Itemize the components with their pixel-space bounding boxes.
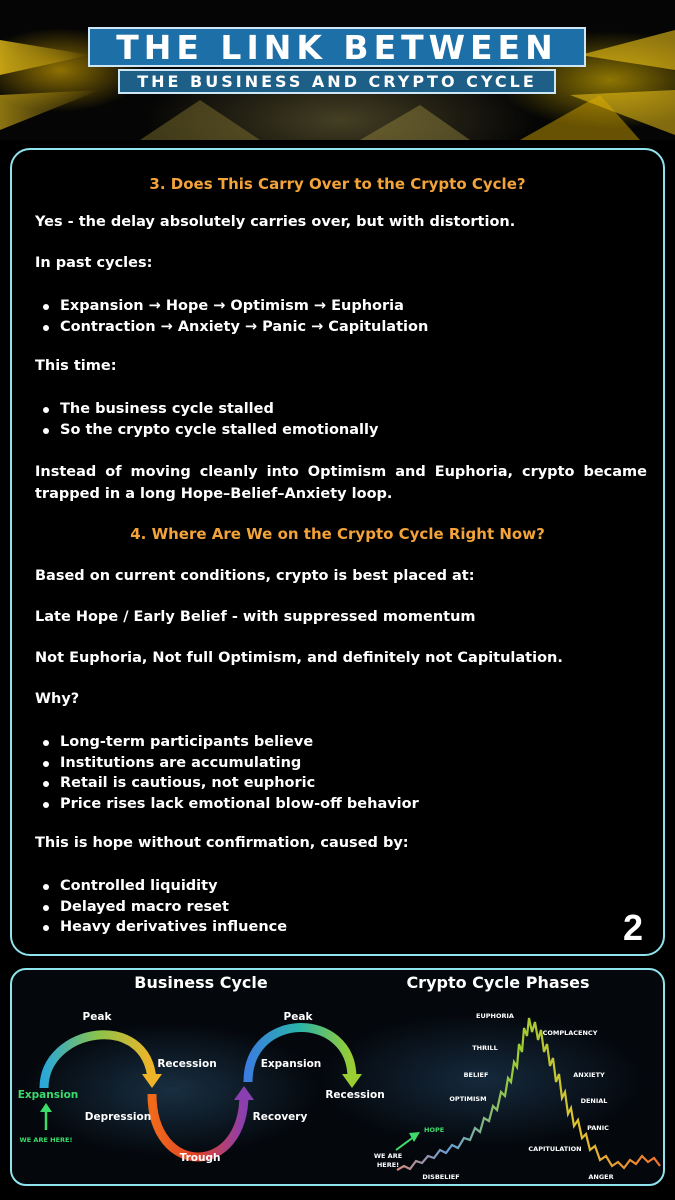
label-recession-2: Recession bbox=[325, 1089, 385, 1101]
list-item: The business cycle stalled bbox=[41, 399, 378, 420]
label-disbelief: DISBELIEF bbox=[422, 1173, 460, 1181]
section4-cause-label: This is hope without confirmation, caused by: bbox=[35, 835, 409, 851]
section3-past-label: In past cycles: bbox=[35, 255, 153, 271]
label-panic: PANIC bbox=[587, 1124, 609, 1132]
section4-why-label: Why? bbox=[35, 691, 80, 707]
business-cycle-arc-rise bbox=[44, 1035, 152, 1088]
section4-why-list bbox=[41, 732, 419, 814]
list-item: Price rises lack emotional blow-off behavior bbox=[41, 794, 419, 815]
arrow-down-icon bbox=[142, 1074, 162, 1088]
arrow-head-icon bbox=[40, 1103, 52, 1112]
label-optimism: OPTIMISM bbox=[449, 1095, 487, 1103]
label-denial: DENIAL bbox=[580, 1097, 608, 1105]
section4-cause-list bbox=[41, 876, 287, 938]
section3-this-time-list bbox=[41, 399, 378, 440]
section3-intro: Yes - the delay absolutely carries over, but with distortion. bbox=[35, 214, 516, 230]
label-thrill: THRILL bbox=[472, 1044, 498, 1052]
label-depression: Depression bbox=[84, 1111, 152, 1123]
label-peak-2: Peak bbox=[283, 1011, 313, 1023]
banner-title: THE LINK BETWEEN bbox=[116, 27, 558, 67]
banner-subtitle: THE BUSINESS AND CRYPTO CYCLE bbox=[137, 72, 537, 91]
list-item: Institutions are accumulating bbox=[41, 753, 419, 774]
label-euphoria: EUPHORIA bbox=[476, 1012, 514, 1020]
banner-title-box bbox=[88, 27, 586, 67]
crypto-cycle-title: Crypto Cycle Phases bbox=[406, 973, 590, 992]
list-item: Expansion → Hope → Optimism → Euphoria bbox=[41, 296, 428, 317]
list-item: Controlled liquidity bbox=[41, 876, 287, 897]
content-panel bbox=[10, 148, 665, 956]
label-we-are-here-business: WE ARE HERE! bbox=[19, 1136, 73, 1144]
section3-past-list bbox=[41, 296, 428, 337]
label-expansion-2: Expansion bbox=[260, 1058, 322, 1070]
list-item: Delayed macro reset bbox=[41, 897, 287, 918]
section4-heading: 4. Where Are We on the Crypto Cycle Right Now? bbox=[130, 525, 545, 543]
label-complacency: COMPLACENCY bbox=[542, 1029, 598, 1037]
section3-conclusion: Instead of moving cleanly into Optimism and Euphoria, crypto became trapped in a long Hope–Belief–Anxiety loop. bbox=[35, 464, 647, 502]
list-item: Contraction → Anxiety → Panic → Capitulation bbox=[41, 317, 428, 338]
label-expansion-left: Expansion bbox=[17, 1089, 79, 1101]
header-banner bbox=[0, 0, 675, 140]
list-item: Long-term participants believe bbox=[41, 732, 419, 753]
list-item: Retail is cautious, not euphoric bbox=[41, 773, 419, 794]
arrow-down-icon bbox=[342, 1074, 362, 1088]
label-trough: Trough bbox=[179, 1152, 221, 1164]
section4-negation: Not Euphoria, Not full Optimism, and definitely not Capitulation. bbox=[35, 650, 563, 666]
label-hope: HOPE bbox=[424, 1126, 445, 1134]
page-number: 2 bbox=[622, 907, 643, 948]
label-we-are-here-crypto-2: HERE! bbox=[376, 1161, 400, 1169]
section3-this-time-label: This time: bbox=[35, 358, 117, 374]
label-peak-1: Peak bbox=[82, 1011, 112, 1023]
label-recession-1: Recession bbox=[157, 1058, 217, 1070]
arrow-head-icon bbox=[409, 1132, 420, 1142]
label-anxiety: ANXIETY bbox=[573, 1071, 605, 1079]
arrow-up-icon bbox=[234, 1086, 254, 1100]
cycle-diagram-panel bbox=[10, 968, 665, 1186]
business-cycle-title: Business Cycle bbox=[134, 973, 268, 992]
label-capitulation: CAPITULATION bbox=[528, 1145, 582, 1153]
label-we-are-here-crypto-1: WE ARE bbox=[373, 1152, 403, 1160]
label-recovery: Recovery bbox=[252, 1111, 308, 1123]
section4-intro: Based on current conditions, crypto is best placed at: bbox=[35, 568, 475, 584]
label-anger: ANGER bbox=[588, 1173, 614, 1181]
section3-heading: 3. Does This Carry Over to the Crypto Cycle? bbox=[149, 175, 526, 193]
list-item: Heavy derivatives influence bbox=[41, 917, 287, 938]
list-item: So the crypto cycle stalled emotionally bbox=[41, 420, 378, 441]
business-cycle-arc-trough bbox=[152, 1094, 244, 1157]
label-belief: BELIEF bbox=[463, 1071, 489, 1079]
section4-placement: Late Hope / Early Belief - with suppressed momentum bbox=[35, 609, 476, 625]
cycle-diagram bbox=[12, 970, 662, 1184]
business-cycle-arc-second bbox=[248, 1027, 352, 1082]
banner-subtitle-box bbox=[118, 69, 556, 94]
